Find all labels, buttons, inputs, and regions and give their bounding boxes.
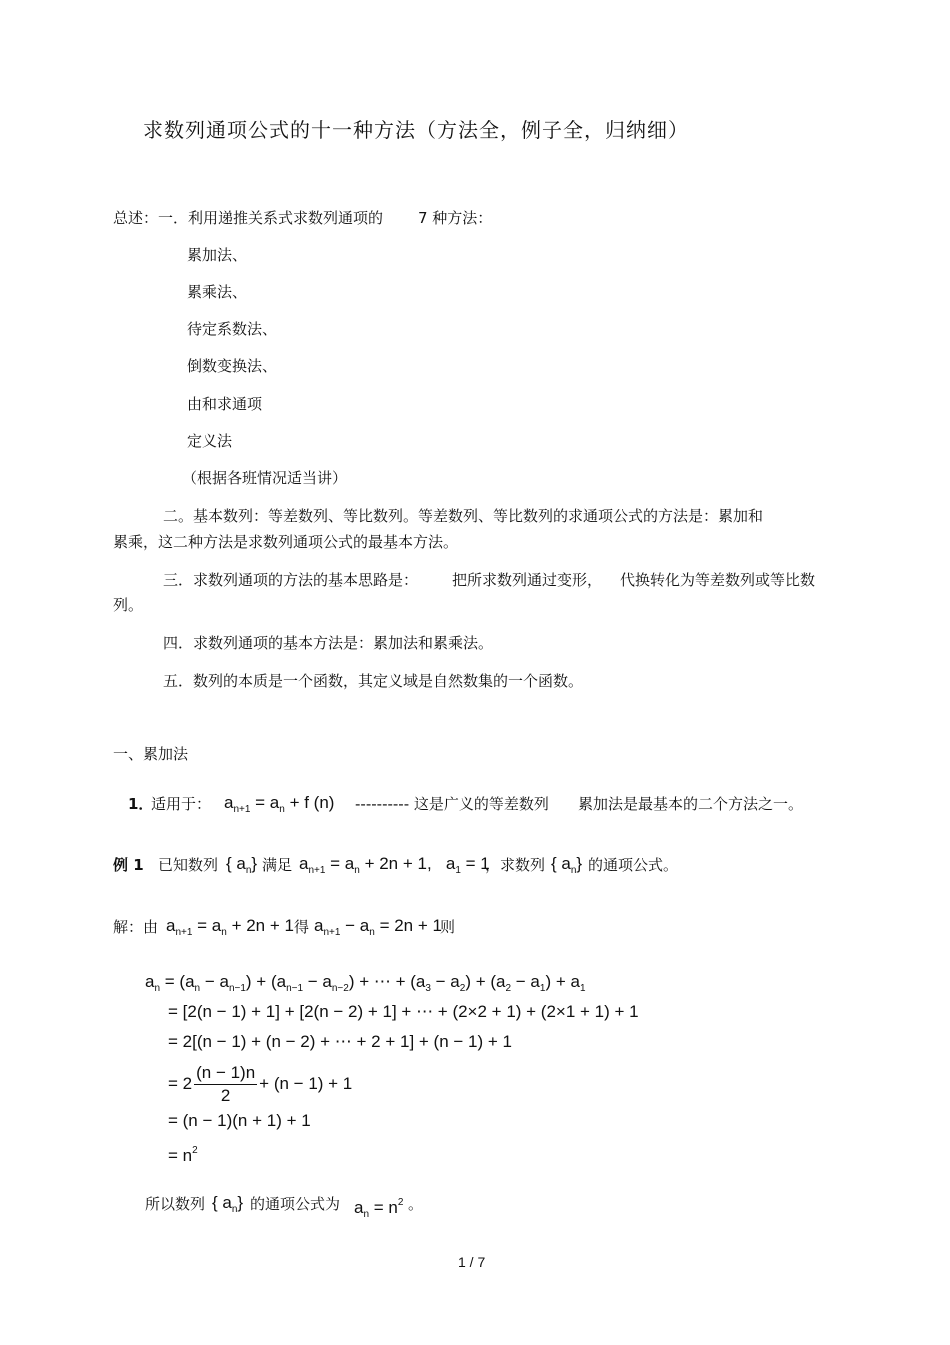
overview-lead: 总述：一．利用递推关系式求数列通项的 (113, 209, 384, 227)
example-text: 已知数列 (158, 856, 219, 874)
solution-text: 得 (294, 918, 310, 936)
method-note: （根据各班情况适当讲） (182, 469, 348, 487)
paragraph-3: 三．求数列通项的方法的基本思路是： (163, 571, 419, 589)
example-formula: { $a_n$} (226, 854, 258, 876)
rule-formula: $a_{n+1} = a_n + f$ (n) (224, 793, 335, 815)
conclusion-text: 的通项公式为 (250, 1195, 341, 1213)
paragraph-3-c: 代换转化为等差数列或等比数 (620, 571, 816, 589)
solution-formula: $a_{n+1} - a_n = 2n + 1$ (314, 916, 442, 938)
conclusion-text: 所以数列 (145, 1195, 206, 1213)
example-text: ，求数列 (485, 856, 546, 874)
paragraph-2: 二。基本数列：等差数列、等比数列。等差数列、等比数列的求通项公式的方法是：累加和 (163, 507, 764, 525)
method-item: 倒数变换法、 (187, 357, 278, 375)
paragraph-5: 五．数列的本质是一个函数，其定义域是自然数集的一个函数。 (163, 672, 584, 690)
method-item: 待定系数法、 (187, 320, 278, 338)
example-text: 的通项公式。 (588, 856, 679, 874)
derivation-line: = $n^2$ (168, 1145, 198, 1165)
derivation-line: = 2[(n − 1) + (n − 2) + ⋯ + 2 + 1] + (n − 1) + 1 (168, 1032, 512, 1051)
paragraph-2-cont: 累乘，这二种方法是求数列通项公式的最基本方法。 (113, 533, 459, 551)
method-item: 累加法、 (187, 246, 248, 264)
rule-note: 累加法是最基本的二个方法之一。 (578, 795, 804, 813)
paragraph-3-cont: 列。 (113, 596, 144, 614)
conclusion-formula: $a_n = n^2$ (354, 1197, 404, 1220)
page-number: 1 / 7 (458, 1254, 486, 1270)
solution-label: 解：由 (113, 918, 159, 936)
example-label: 例 1 (113, 856, 144, 874)
example-text: 满足 (262, 856, 293, 874)
paragraph-3-b: 把所求数列通过变形， (452, 571, 603, 589)
page-title: 求数列通项公式的十一种方法（方法全，例子全，归纳细） (143, 118, 689, 142)
derivation-line: = 2 $\frac{(n - 1)n}{2}$ + (n − 1) + 1 (168, 1063, 353, 1105)
method-item: 累乘法、 (187, 283, 248, 301)
paragraph-4: 四．求数列通项的基本方法是：累加法和累乘法。 (163, 634, 494, 652)
rule-note: ---------- 这是广义的等差数列 (355, 795, 549, 813)
conclusion-formula: { $a_n$} (212, 1193, 244, 1215)
section-heading: 一、累加法 (113, 745, 189, 763)
derivation-line: $a_n = (a_n - a_{n-1}) + (a_{n-1} - a_{n-2})$ + ⋯ + $(a_3 - a_2) + (a_2 - a_1) + a_1$ (145, 972, 586, 994)
derivation-line: = (n − 1)(n + 1) + 1 (168, 1111, 311, 1130)
solution-formula: $a_{n+1} = a_n + 2n + 1$ (166, 916, 294, 938)
overview-count: 7 种方法： (418, 209, 493, 227)
solution-text: 则 (440, 918, 456, 936)
derivation-line: = [2(n − 1) + 1] + [2(n − 2) + 1] + ⋯ + (2×2 + 1) + (2×1 + 1) + 1 (168, 1002, 639, 1021)
rule-label: 适用于： (151, 795, 212, 813)
example-formula: { $a_n$} (551, 854, 583, 876)
method-item: 定义法 (187, 432, 233, 450)
conclusion-text: 。 (408, 1195, 424, 1213)
method-item: 由和求通项 (187, 395, 263, 413)
rule-number: 1． (128, 795, 154, 813)
example-formula: $a_{n+1} = a_n + 2n + 1$, $a_1 = 1$ (299, 854, 490, 876)
